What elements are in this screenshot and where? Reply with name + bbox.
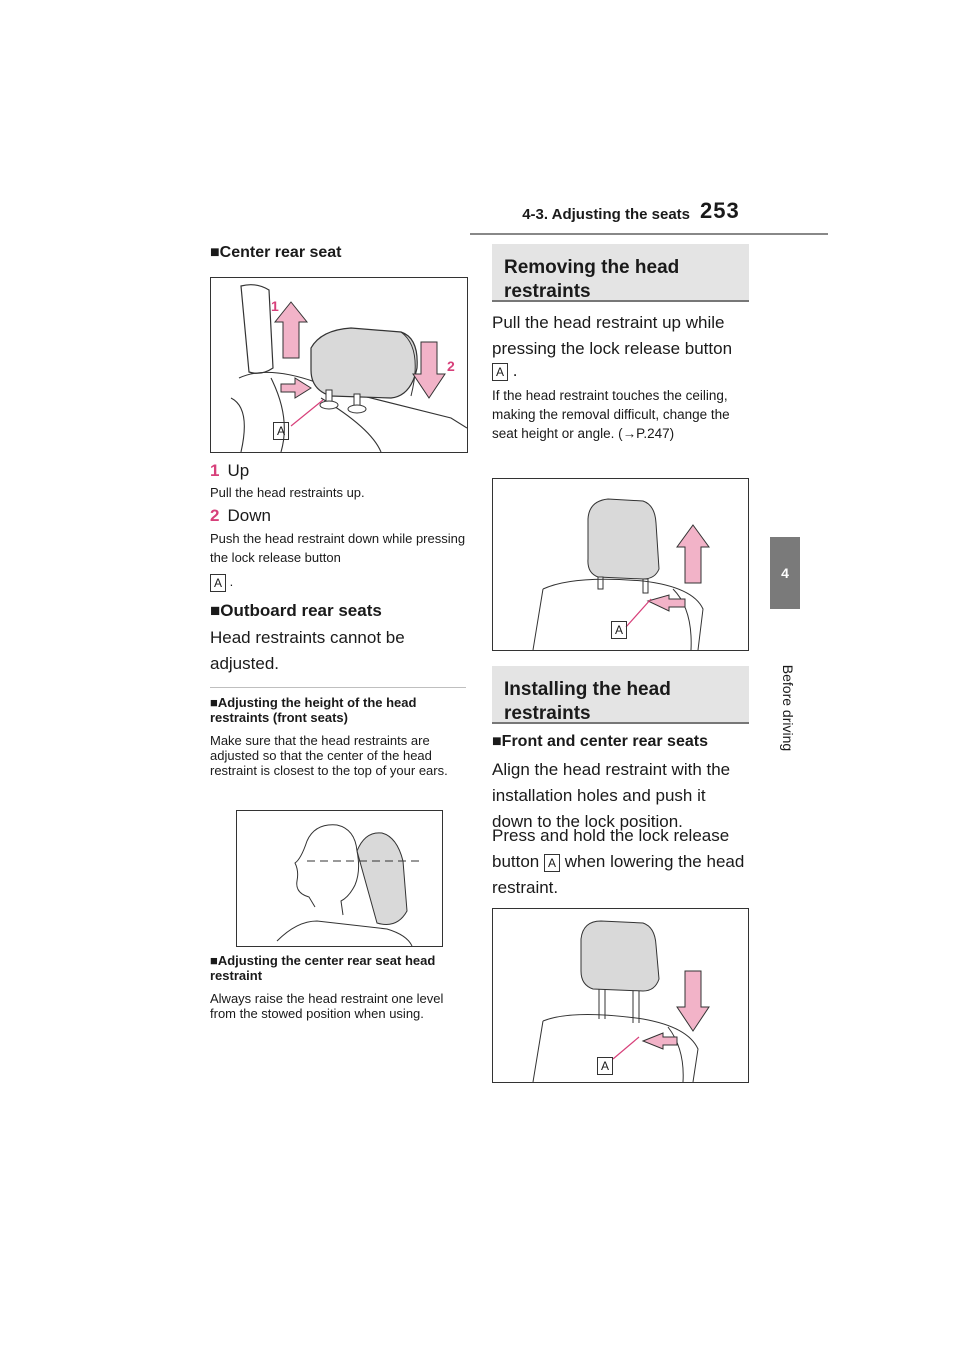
- step-1: [210, 458, 249, 484]
- down-arrow-icon: [413, 342, 445, 398]
- press-pre: Press and hold the lock release button: [492, 826, 730, 871]
- center-rear-illustration: [211, 278, 467, 452]
- note1-heading: ■Adjusting the height of the head restraints (front seats): [210, 695, 417, 725]
- step-1-desc: Pull the head restraints up.: [210, 485, 365, 500]
- removing-note: If the head restraint touches the ceiling, making the removal difficult, change the seat height or angle. (→P.247): [492, 388, 730, 441]
- removing-text: Pull the head restraint up while pressing the lock release button: [492, 313, 733, 358]
- step-1-label: Up: [227, 461, 250, 480]
- header-rule: [470, 233, 828, 235]
- notes-divider: [210, 687, 466, 688]
- step-2-desc: Push the head restraint down while pressing the lock release button: [210, 531, 466, 565]
- note1-text: Make sure that the head restraints are adjusted so that the center of the head restraint is closest to the top of your ears.: [210, 733, 448, 778]
- removing-label-a: A: [611, 621, 627, 639]
- chapter-tab: 4: [770, 537, 800, 609]
- press-arrow-icon: [643, 1033, 677, 1049]
- label-a: A: [273, 422, 289, 440]
- removing-tag: A: [492, 363, 508, 381]
- up-arrow-icon: [677, 525, 709, 583]
- up-arrow-icon: [275, 302, 307, 358]
- outboard-heading: ■Outboard rear seats: [210, 601, 382, 620]
- outboard-text: Head restraints cannot be adjusted.: [210, 628, 405, 673]
- figure-center-rear: [210, 277, 468, 453]
- step-2-tag: A: [210, 574, 226, 592]
- installing-illustration: [493, 909, 748, 1082]
- step-2: [210, 503, 271, 529]
- install-text: Align the head restraint with the installation holes and push it down to the lock position.: [492, 760, 731, 831]
- step-2-tag-line: [210, 572, 233, 592]
- press-line: [492, 823, 750, 901]
- callout-1: 1: [271, 298, 279, 314]
- installing-title: Installing the head restraints: [492, 666, 749, 724]
- down-arrow-icon: [677, 971, 709, 1031]
- figure-installing: [492, 908, 749, 1083]
- figure-removing: [492, 478, 749, 651]
- chapter-label: Before driving: [780, 664, 796, 752]
- step-2-num: 2: [210, 506, 220, 525]
- step-1-num: 1: [210, 461, 220, 480]
- note2-heading: ■Adjusting the center rear seat head restraint: [210, 953, 436, 983]
- head-height-illustration: [237, 811, 442, 946]
- removing-title: Removing the head restraints: [492, 244, 749, 302]
- press-arrow-icon: [281, 378, 311, 398]
- removing-tag-line: [492, 358, 517, 384]
- front-center-heading: ■Front and center rear seats: [492, 733, 708, 750]
- step-2-tail: .: [229, 574, 234, 589]
- removing-tail: .: [512, 361, 518, 380]
- step-2-label: Down: [227, 506, 271, 525]
- section-title: 4-3. Adjusting the seats: [522, 206, 690, 223]
- note2-text: Always raise the head restraint one level from the stowed position when using.: [210, 991, 444, 1021]
- figure-front-head-height: [236, 810, 443, 947]
- page-number: 253: [700, 198, 740, 223]
- press-tag: A: [544, 854, 560, 872]
- press-post: when lowering the head restraint.: [492, 852, 745, 897]
- center-rear-heading: ■Center rear seat: [210, 244, 342, 261]
- callout-2: 2: [447, 358, 455, 374]
- installing-label-a: A: [597, 1057, 613, 1075]
